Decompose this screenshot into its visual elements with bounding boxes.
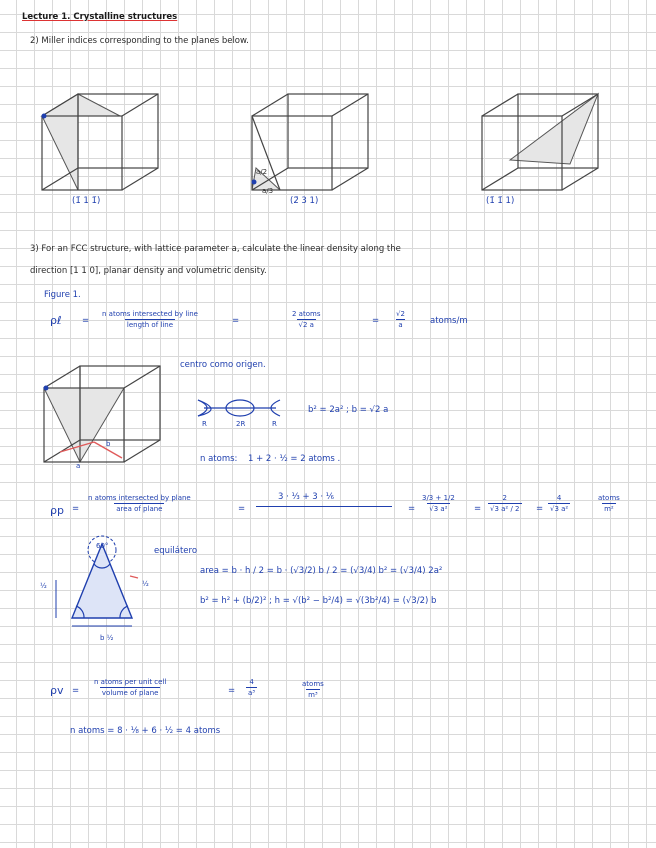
- equals-sign: =: [72, 504, 80, 514]
- equals-sign: =: [408, 504, 416, 514]
- rho-volumetric-symbol: ρv: [50, 684, 64, 697]
- denominator: a³: [248, 689, 256, 697]
- equals-sign: =: [238, 504, 246, 514]
- equals-sign: =: [372, 316, 380, 326]
- numerator: atoms: [302, 680, 324, 688]
- equals-sign: =: [72, 686, 80, 696]
- numerator: n atoms intersected by plane: [88, 494, 191, 502]
- planar-fraction-3: [420, 494, 457, 513]
- numerator: √2: [396, 310, 405, 318]
- question-2: 2) Miller indices corresponding to the planes below.: [30, 36, 249, 46]
- planar-numerator-2: 3 · ⅓ + 3 · ⅙: [278, 492, 335, 502]
- numerator: atoms: [598, 494, 620, 502]
- b-relation: b² = 2a² ; b = √2 a: [308, 405, 389, 415]
- question-3-line2: direction [1 1 0], planar density and volumetric density.: [30, 266, 267, 276]
- volumetric-fraction-2: [246, 678, 257, 697]
- denominator: a: [398, 321, 403, 329]
- numerator: n atoms intersected by line: [102, 310, 198, 318]
- triangle-left-half: ½: [40, 582, 47, 590]
- cube-bottom-label: a/3: [262, 187, 274, 195]
- cube-figure-2: [250, 90, 380, 200]
- fraction-bar: [256, 506, 392, 507]
- volumetric-unit: [300, 680, 326, 699]
- numerator: 2 atoms: [292, 310, 321, 318]
- numerator: n atoms per unit cell: [94, 678, 167, 686]
- cube-b-label: b: [106, 440, 111, 448]
- planar-fraction-1: [86, 494, 193, 513]
- numerator: 4: [556, 494, 562, 502]
- equals-sign: =: [232, 316, 240, 326]
- equals-sign: =: [82, 316, 90, 326]
- height-equation: b² = h² + (b/2)² ; h = √(b² − b²/4) = √(3b²/4) = (√3/2) b: [200, 596, 437, 606]
- area-equation: area = b · h / 2 = b · (√3/2) b / 2 = (√3/4) b² = (√3/4) 2a²: [200, 566, 443, 576]
- denominator: m³: [308, 691, 318, 699]
- linear-unit: atoms/m: [430, 316, 468, 326]
- miller-label-1: (1̄ 1 1̄): [72, 196, 101, 206]
- volumetric-fraction-1: [92, 678, 168, 697]
- rho-planar-symbol: ρp: [50, 504, 64, 517]
- cube-figure-3: [480, 90, 610, 200]
- denominator: length of line: [126, 321, 174, 329]
- planar-fraction-4: [488, 494, 522, 513]
- atom-r-right: R: [272, 420, 277, 428]
- equals-sign: =: [536, 504, 544, 514]
- cube-figure-1: [40, 90, 170, 200]
- planar-fraction-5: [548, 494, 570, 513]
- denominator: m²: [604, 505, 614, 513]
- numerator: 4: [249, 678, 254, 686]
- denominator: √2 a: [298, 321, 314, 329]
- denominator: area of plane: [116, 505, 163, 513]
- denominator: √3 a²: [429, 505, 448, 513]
- denominator: volume of plane: [101, 689, 159, 697]
- n-atoms-plane-expr: 1 + 2 · ½ = 2 atoms .: [248, 454, 341, 464]
- rho-linear-symbol: ρℓ: [50, 314, 62, 327]
- equals-sign: =: [228, 686, 236, 696]
- cube-side-label: a/2: [256, 168, 268, 176]
- origin-note: centro como origen.: [180, 360, 266, 370]
- n-atoms-plane-label: n atoms:: [200, 454, 238, 464]
- planar-unit: [596, 494, 622, 513]
- lecture-title: Lecture 1. Crystalline structures: [22, 12, 178, 22]
- atom-row-diagram: [196, 396, 286, 420]
- atom-r-left: R: [202, 420, 207, 428]
- linear-fraction-3: [394, 310, 407, 329]
- atom-2r: 2R: [236, 420, 246, 428]
- triangle-right-half: ½: [142, 580, 149, 588]
- numerator: 2: [502, 494, 507, 502]
- n-atoms-cell: n atoms = 8 · ⅛ + 6 · ½ = 4 atoms: [70, 726, 221, 736]
- denominator: √3 a² / 2: [490, 505, 520, 513]
- cube-a-label: a: [76, 462, 81, 470]
- miller-label-2: (2̄ 3 1): [290, 196, 319, 206]
- equals-sign: =: [474, 504, 482, 514]
- angle-60: 60°: [96, 542, 109, 550]
- linear-fraction-2: [290, 310, 322, 329]
- denominator: √3 a²: [550, 505, 569, 513]
- numerator: 3/3 + 1/2: [422, 494, 455, 502]
- figure-label: Figure 1.: [44, 290, 81, 300]
- miller-label-3: (1̄ 1̄ 1): [486, 196, 515, 206]
- cube-figure-fcc: [42, 362, 172, 472]
- linear-fraction-1: [100, 310, 200, 329]
- equilateral-label: equilátero: [154, 546, 198, 556]
- triangle-bottom: b ½: [100, 634, 114, 642]
- question-3-line1: 3) For an FCC structure, with lattice parameter a, calculate the linear density along the: [30, 244, 401, 254]
